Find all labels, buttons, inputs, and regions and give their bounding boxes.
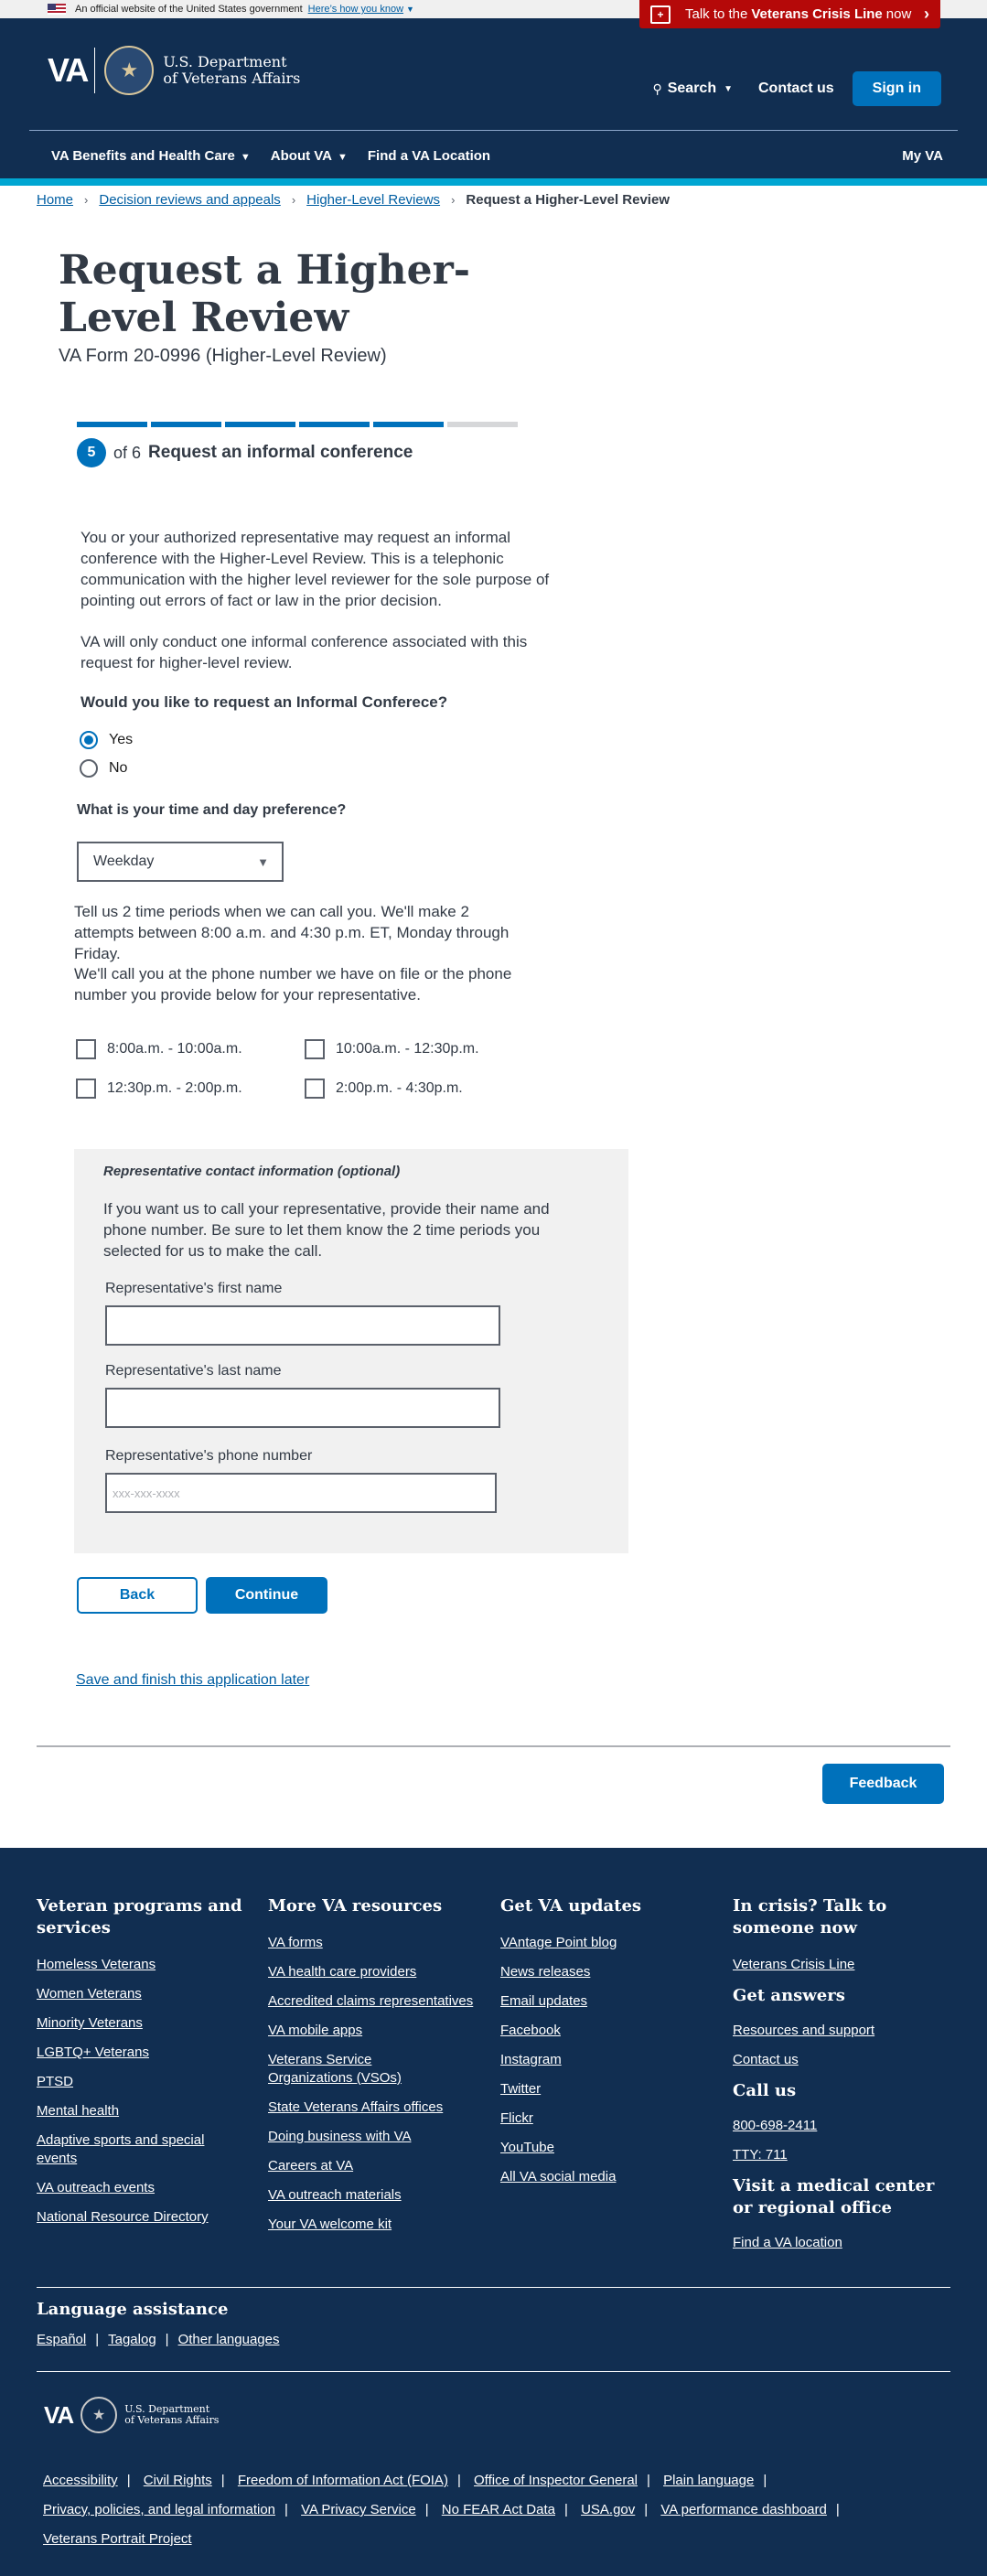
progress-segment-incomplete bbox=[447, 422, 518, 427]
breadcrumb-current: Request a Higher-Level Review bbox=[466, 192, 670, 208]
step-header bbox=[77, 438, 644, 467]
footer-col-title: Get VA updates bbox=[500, 1896, 642, 1916]
footer-col-updates bbox=[500, 1895, 711, 2197]
nav-benefits-label: VA Benefits and Health Care bbox=[51, 148, 235, 164]
legal-link[interactable]: Veterans Portrait Project bbox=[43, 2531, 192, 2547]
footer-tty-link[interactable]: TTY: 711 bbox=[733, 2147, 788, 2163]
main-nav bbox=[29, 130, 958, 181]
visit-title: Visit a medical center or regional office bbox=[733, 2176, 935, 2217]
logo-divider bbox=[94, 48, 95, 93]
rep-first-name-input[interactable] bbox=[105, 1305, 500, 1346]
progress-segment bbox=[225, 422, 295, 427]
header-actions bbox=[652, 71, 941, 106]
rep-last-name-input[interactable] bbox=[105, 1388, 500, 1428]
footer-link[interactable]: Accredited claims representatives bbox=[268, 1993, 474, 2009]
footer-link[interactable]: YouTube bbox=[500, 2140, 554, 2155]
footer-link[interactable]: All VA social media bbox=[500, 2169, 617, 2184]
footer-link[interactable]: Instagram bbox=[500, 2052, 562, 2067]
legal-link[interactable]: Civil Rights bbox=[143, 2473, 212, 2488]
footer-va-logo[interactable] bbox=[44, 2397, 219, 2433]
lang-link-tl[interactable]: Tagalog bbox=[108, 2332, 156, 2347]
rep-first-label: Representative's first name bbox=[105, 1281, 283, 1296]
back-button[interactable]: Back bbox=[77, 1577, 198, 1614]
nav-about[interactable] bbox=[271, 148, 348, 164]
search-icon: ⚲ bbox=[652, 80, 662, 96]
separator: | bbox=[165, 2332, 169, 2347]
va-logo-text: VA bbox=[48, 51, 88, 89]
step-number: 5 bbox=[77, 438, 106, 467]
footer-col-resources bbox=[268, 1895, 478, 2245]
va-logo[interactable] bbox=[48, 46, 300, 95]
divider bbox=[37, 1745, 950, 1747]
footer-link[interactable]: Women Veterans bbox=[37, 1986, 142, 2002]
progress-segment bbox=[373, 422, 444, 427]
footer-link[interactable]: Twitter bbox=[500, 2081, 542, 2097]
breadcrumb-home[interactable]: Home bbox=[37, 192, 74, 208]
chevron-down-icon: ▼ bbox=[338, 152, 348, 163]
separator: | bbox=[644, 2502, 649, 2517]
progress-segment bbox=[299, 422, 370, 427]
legal-link[interactable]: Freedom of Information Act (FOIA) bbox=[237, 2473, 448, 2488]
search-button[interactable] bbox=[652, 80, 733, 97]
us-flag-icon bbox=[48, 4, 66, 15]
nav-find-location[interactable]: Find a VA Location bbox=[367, 148, 491, 164]
sign-in-button[interactable]: Sign in bbox=[853, 71, 941, 106]
radio-no[interactable] bbox=[80, 759, 127, 778]
separator: | bbox=[456, 2473, 461, 2488]
progress-segment bbox=[77, 422, 147, 427]
step-title: Request an informal conference bbox=[148, 443, 413, 462]
footer-link[interactable]: State Veterans Affairs offices bbox=[268, 2099, 444, 2115]
progress-segment bbox=[151, 422, 221, 427]
nav-benefits[interactable] bbox=[51, 148, 251, 164]
footer-phone-link[interactable]: 800-698-2411 bbox=[733, 2118, 818, 2133]
crisis-suffix: now bbox=[885, 6, 912, 22]
page-title: Request a Higher-Level Review bbox=[59, 247, 471, 341]
conference-question: Would you like to request an Informal Conferece? bbox=[80, 693, 448, 711]
call-us-title: Call us bbox=[733, 2081, 797, 2100]
footer-link[interactable]: PTSD bbox=[37, 2074, 74, 2089]
form-main bbox=[59, 247, 644, 467]
official-text: An official website of the United States government bbox=[75, 4, 303, 15]
nav-my-va[interactable]: My VA bbox=[902, 148, 943, 164]
contact-us-link[interactable]: Contact us bbox=[758, 80, 834, 96]
footer-dept-line-2: of Veterans Affairs bbox=[124, 2414, 220, 2426]
form-number: VA Form 20-0996 (Higher-Level Review) bbox=[59, 346, 387, 366]
separator: | bbox=[763, 2473, 767, 2488]
dept-line-1: U.S. Department bbox=[163, 53, 287, 70]
site-header bbox=[0, 18, 987, 178]
time-instructions: Tell us 2 time periods when we can call you. We'll make 2 attempts between 8:00 a.m. and 4:30 p.m. ET, Monday through Friday. bbox=[74, 903, 510, 962]
footer-link[interactable]: Mental health bbox=[37, 2103, 120, 2119]
separator: | bbox=[220, 2473, 225, 2488]
footer-dept-name bbox=[124, 2404, 219, 2426]
lang-link-es[interactable]: Español bbox=[37, 2332, 87, 2347]
va-seal-icon: ★ bbox=[80, 2397, 117, 2433]
breadcrumb bbox=[37, 192, 670, 208]
legal-links bbox=[43, 2466, 921, 2554]
step-of: of 6 bbox=[113, 443, 142, 462]
separator: | bbox=[126, 2473, 131, 2488]
footer-link[interactable]: VA outreach events bbox=[37, 2180, 155, 2195]
representative-section bbox=[74, 1149, 628, 1553]
crisis-bold: Veterans Crisis Line bbox=[751, 6, 883, 22]
time-label-1: 8:00a.m. - 10:00a.m. bbox=[107, 1041, 242, 1057]
dept-name bbox=[163, 54, 300, 87]
progress-bar bbox=[77, 422, 644, 427]
separator: | bbox=[284, 2502, 288, 2517]
chevron-right-icon: › bbox=[84, 193, 89, 207]
time-label-2: 10:00a.m. - 12:30p.m. bbox=[336, 1041, 479, 1057]
chevron-down-icon: ▼ bbox=[406, 5, 414, 14]
legal-link[interactable]: Office of Inspector General bbox=[474, 2473, 638, 2488]
radio-no-label: No bbox=[109, 760, 128, 776]
footer-link[interactable]: Your VA welcome kit bbox=[268, 2216, 392, 2232]
separator: | bbox=[835, 2502, 840, 2517]
time-checkbox-2[interactable] bbox=[305, 1039, 479, 1059]
footer-col-crisis bbox=[733, 1895, 952, 2263]
radio-yes[interactable] bbox=[80, 731, 133, 749]
save-later-link[interactable]: Save and finish this application later bbox=[76, 1672, 310, 1688]
intro-text-2: VA will only conduct one informal conference associated with this request for higher-level review. bbox=[80, 633, 528, 671]
get-answers-title: Get answers bbox=[733, 1986, 845, 2005]
separator: | bbox=[564, 2502, 568, 2517]
time-checkbox-1[interactable] bbox=[76, 1039, 242, 1059]
footer-link[interactable]: VA mobile apps bbox=[268, 2023, 363, 2038]
footer-link[interactable]: Facebook bbox=[500, 2023, 561, 2038]
radio-no-control[interactable] bbox=[80, 759, 98, 778]
rep-phone-label: Representative's phone number bbox=[105, 1448, 313, 1464]
radio-yes-control[interactable] bbox=[80, 731, 98, 749]
chevron-right-icon: › bbox=[291, 193, 296, 207]
day-preference-select[interactable] bbox=[77, 842, 284, 882]
footer-col-title: In crisis? Talk to someone now bbox=[733, 1896, 887, 1937]
footer-link[interactable]: VAntage Point blog bbox=[500, 1935, 617, 1950]
footer-link[interactable]: Contact us bbox=[733, 2052, 799, 2067]
lang-title: Language assistance bbox=[37, 2300, 229, 2319]
legal-link[interactable]: No FEAR Act Data bbox=[441, 2502, 555, 2517]
footer-link[interactable]: LGBTQ+ Veterans bbox=[37, 2045, 149, 2060]
footer-col-title: More VA resources bbox=[268, 1896, 443, 1916]
breadcrumb-hlr[interactable]: Higher-Level Reviews bbox=[306, 192, 441, 208]
chevron-right-icon: › bbox=[924, 5, 929, 23]
legal-link[interactable]: Accessibility bbox=[43, 2473, 118, 2488]
separator: | bbox=[95, 2332, 100, 2347]
footer-link[interactable]: Doing business with VA bbox=[268, 2129, 412, 2144]
footer-divider bbox=[37, 2371, 950, 2372]
footer-link[interactable]: News releases bbox=[500, 1964, 591, 1980]
footer-link[interactable]: Find a VA location bbox=[733, 2235, 842, 2250]
nav-about-label: About VA bbox=[270, 148, 332, 164]
search-label: Search bbox=[667, 80, 717, 96]
footer-link[interactable]: Homeless Veterans bbox=[37, 1957, 156, 1972]
footer-link[interactable]: VA health care providers bbox=[268, 1964, 417, 1980]
language-assistance bbox=[37, 2300, 280, 2347]
footer-dept-line-1: U.S. Department bbox=[124, 2403, 210, 2415]
rep-last-label: Representative's last name bbox=[105, 1363, 282, 1379]
chevron-down-icon: ▼ bbox=[724, 83, 733, 94]
dropdown-arrow-icon: ▼ bbox=[257, 854, 269, 869]
footer-link[interactable]: Flickr bbox=[500, 2110, 533, 2126]
legal-link[interactable]: VA performance dashboard bbox=[660, 2502, 827, 2517]
footer-link[interactable]: Adaptive sports and special events bbox=[37, 2132, 205, 2166]
time-checkbox-3[interactable] bbox=[76, 1079, 242, 1099]
chevron-down-icon: ▼ bbox=[240, 152, 251, 163]
legal-link[interactable]: Privacy, policies, and legal information bbox=[43, 2502, 276, 2517]
footer-crisis-link[interactable]: Veterans Crisis Line bbox=[733, 1957, 855, 1972]
footer-link[interactable]: Email updates bbox=[500, 1993, 588, 2009]
footer-link[interactable]: VA outreach materials bbox=[268, 2187, 402, 2203]
chevron-right-icon: › bbox=[451, 193, 456, 207]
site-footer bbox=[0, 1848, 987, 2576]
checkbox-control[interactable] bbox=[305, 1079, 325, 1099]
footer-link[interactable]: Veterans Service Organizations (VSOs) bbox=[268, 2052, 402, 2086]
radio-yes-label: Yes bbox=[109, 732, 134, 747]
continue-button[interactable]: Continue bbox=[206, 1577, 327, 1614]
footer-link[interactable]: VA forms bbox=[268, 1935, 323, 1950]
footer-col-title: Veteran programs and services bbox=[37, 1896, 242, 1937]
separator: | bbox=[647, 2473, 650, 2488]
intro-text: You or your authorized representative may request an informal conference with the Higher-Level Review. This is a telephonic communication with the higher level reviewer for the sole purpose of pointing out errors of fact or law in the prior decision. bbox=[80, 529, 550, 609]
legal-link[interactable]: VA Privacy Service bbox=[301, 2502, 416, 2517]
footer-link[interactable]: Careers at VA bbox=[268, 2158, 354, 2174]
day-preference-value: Weekday bbox=[93, 853, 155, 869]
crisis-line-button[interactable] bbox=[639, 0, 940, 28]
phone-instructions: We'll call you at the phone number we have on file or the phone number you provide below for your representative. bbox=[74, 965, 512, 1004]
checkbox-control[interactable] bbox=[76, 1079, 96, 1099]
time-checkbox-4[interactable] bbox=[305, 1079, 463, 1099]
breadcrumb-decision-reviews[interactable]: Decision reviews and appeals bbox=[99, 192, 281, 208]
checkbox-control[interactable] bbox=[305, 1039, 325, 1059]
footer-link[interactable]: National Resource Directory bbox=[37, 2209, 209, 2225]
rep-phone-input[interactable]: xxx-xxx-xxxx bbox=[105, 1473, 497, 1513]
rep-text: If you want us to call your representative, provide their name and phone number. Be sure to let them know the 2 time periods you selected for us to make the call. bbox=[103, 1200, 550, 1260]
crisis-prefix: Talk to the bbox=[685, 6, 748, 22]
rep-heading: Representative contact information (optional) bbox=[103, 1164, 401, 1179]
time-question: What is your time and day preference? bbox=[77, 802, 347, 818]
legal-link[interactable]: USA.gov bbox=[581, 2502, 636, 2517]
how-you-know-link[interactable]: Here’s how you know bbox=[307, 4, 404, 15]
va-seal-icon: ★ bbox=[104, 46, 154, 95]
dept-line-2: of Veterans Affairs bbox=[163, 70, 301, 87]
feedback-button[interactable]: Feedback bbox=[822, 1764, 944, 1804]
footer-link[interactable]: Resources and support bbox=[733, 2023, 875, 2038]
checkbox-control[interactable] bbox=[76, 1039, 96, 1059]
footer-logo-text: VA bbox=[44, 2400, 74, 2429]
time-label-4: 2:00p.m. - 4:30p.m. bbox=[336, 1080, 463, 1096]
lang-link-other[interactable]: Other languages bbox=[177, 2332, 280, 2347]
footer-col-programs bbox=[37, 1895, 247, 2238]
separator: | bbox=[424, 2502, 429, 2517]
lang-links bbox=[37, 2332, 280, 2347]
legal-link[interactable]: Plain language bbox=[663, 2473, 755, 2488]
crisis-line-icon: + bbox=[650, 5, 671, 24]
time-label-3: 12:30p.m. - 2:00p.m. bbox=[107, 1080, 242, 1096]
footer-divider bbox=[37, 2287, 950, 2288]
footer-link[interactable]: Minority Veterans bbox=[37, 2015, 143, 2031]
